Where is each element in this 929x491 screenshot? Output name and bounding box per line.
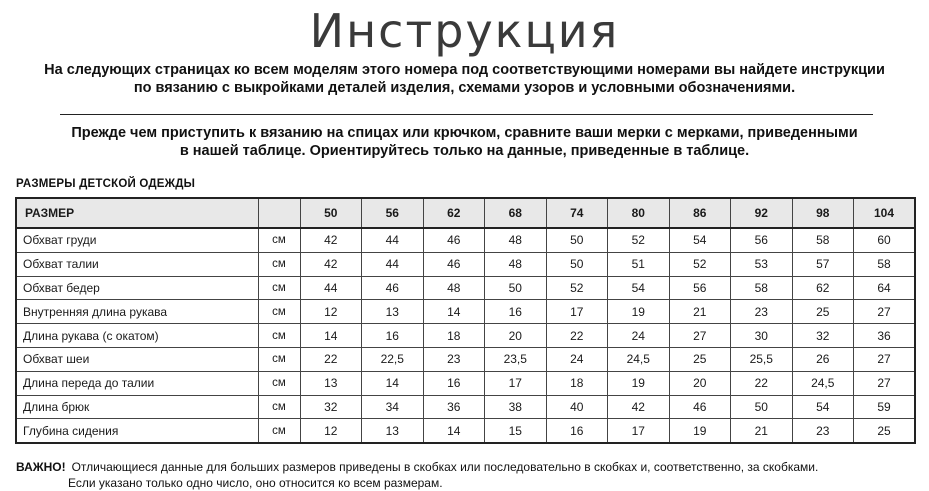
unit-cell: см — [258, 228, 300, 252]
value-cell: 58 — [731, 276, 793, 300]
value-cell: 58 — [792, 228, 854, 252]
value-cell: 25,5 — [731, 347, 793, 371]
value-cell: 50 — [485, 276, 547, 300]
measurement-name-cell: Длина брюк — [16, 395, 258, 419]
value-cell: 24,5 — [608, 347, 670, 371]
value-cell: 46 — [423, 228, 485, 252]
value-cell: 34 — [362, 395, 424, 419]
value-cell: 22 — [546, 324, 608, 348]
value-cell: 20 — [485, 324, 547, 348]
size-header-label: РАЗМЕР — [16, 198, 258, 228]
value-cell: 23 — [792, 419, 854, 443]
value-cell: 54 — [608, 276, 670, 300]
value-cell: 56 — [669, 276, 731, 300]
value-cell: 25 — [669, 347, 731, 371]
value-cell: 15 — [485, 419, 547, 443]
size-header-cell: 62 — [423, 198, 485, 228]
value-cell: 46 — [362, 276, 424, 300]
unit-cell: см — [258, 252, 300, 276]
intro-line-2: по вязанию с выкройками деталей изделия, схемами узоров и условными обозначениями. — [133, 80, 796, 96]
value-cell: 50 — [546, 252, 608, 276]
table-row — [16, 276, 915, 300]
value-cell: 53 — [731, 252, 793, 276]
value-cell: 21 — [731, 419, 793, 443]
value-cell: 22,5 — [362, 347, 424, 371]
value-cell: 42 — [300, 252, 362, 276]
important-note-line-1: Отличающиеся данные для больших размеров приведены в скобках или последовательно в скобках и, соответственно, за скобками. — [71, 460, 819, 474]
value-cell: 42 — [300, 228, 362, 252]
value-cell: 52 — [669, 252, 731, 276]
unit-cell: см — [258, 395, 300, 419]
value-cell: 24,5 — [792, 371, 854, 395]
value-cell: 14 — [300, 324, 362, 348]
unit-cell: см — [258, 276, 300, 300]
value-cell: 52 — [608, 228, 670, 252]
measurement-name-cell: Обхват груди — [16, 228, 258, 252]
table-row — [16, 228, 915, 252]
value-cell: 50 — [731, 395, 793, 419]
value-cell: 27 — [854, 347, 916, 371]
page-title: Инструкция — [309, 4, 620, 58]
value-cell: 46 — [423, 252, 485, 276]
table-row — [16, 347, 915, 371]
value-cell: 32 — [300, 395, 362, 419]
value-cell: 12 — [300, 300, 362, 324]
table-row — [16, 300, 915, 324]
measurement-name-cell: Длина рукава (с окатом) — [16, 324, 258, 348]
value-cell: 18 — [546, 371, 608, 395]
size-header-cell: 68 — [485, 198, 547, 228]
advice-line-1: Прежде чем приступить к вязанию на спицах или крючком, сравните ваши мерки с мерками, приведенными — [71, 125, 858, 141]
value-cell: 52 — [546, 276, 608, 300]
measurement-name-cell: Внутренняя длина рукава — [16, 300, 258, 324]
value-cell: 20 — [669, 371, 731, 395]
value-cell: 27 — [854, 300, 916, 324]
table-title: РАЗМЕРЫ ДЕТСКОЙ ОДЕЖДЫ — [16, 178, 196, 190]
size-header-cell: 104 — [854, 198, 916, 228]
important-note-line-2: Если указано только одно число, оно относится ко всем размерам. — [68, 476, 443, 490]
value-cell: 13 — [300, 371, 362, 395]
size-header-cell: 50 — [300, 198, 362, 228]
unit-header-cell — [258, 198, 300, 228]
size-header-cell: 92 — [731, 198, 793, 228]
intro-text — [10, 61, 919, 97]
measurement-name-cell: Обхват шеи — [16, 347, 258, 371]
value-cell: 27 — [669, 324, 731, 348]
value-cell: 44 — [300, 276, 362, 300]
value-cell: 50 — [546, 228, 608, 252]
value-cell: 32 — [792, 324, 854, 348]
value-cell: 17 — [546, 300, 608, 324]
value-cell: 44 — [362, 252, 424, 276]
value-cell: 16 — [485, 300, 547, 324]
value-cell: 19 — [608, 300, 670, 324]
divider — [60, 114, 873, 115]
value-cell: 22 — [731, 371, 793, 395]
measurement-name-cell: Обхват талии — [16, 252, 258, 276]
value-cell: 13 — [362, 419, 424, 443]
value-cell: 48 — [423, 276, 485, 300]
advice-text — [10, 124, 919, 160]
value-cell: 19 — [669, 419, 731, 443]
value-cell: 25 — [854, 419, 916, 443]
value-cell: 14 — [423, 419, 485, 443]
value-cell: 14 — [362, 371, 424, 395]
value-cell: 40 — [546, 395, 608, 419]
table-row — [16, 419, 915, 443]
important-label: ВАЖНО! — [16, 460, 66, 474]
value-cell: 19 — [608, 371, 670, 395]
value-cell: 24 — [546, 347, 608, 371]
value-cell: 17 — [485, 371, 547, 395]
value-cell: 59 — [854, 395, 916, 419]
unit-cell: см — [258, 324, 300, 348]
measurement-name-cell: Длина переда до талии — [16, 371, 258, 395]
table-header-row — [16, 198, 915, 228]
value-cell: 60 — [854, 228, 916, 252]
value-cell: 64 — [854, 276, 916, 300]
value-cell: 17 — [608, 419, 670, 443]
value-cell: 21 — [669, 300, 731, 324]
value-cell: 48 — [485, 252, 547, 276]
value-cell: 25 — [792, 300, 854, 324]
value-cell: 23 — [731, 300, 793, 324]
table-row — [16, 395, 915, 419]
size-header-cell: 56 — [362, 198, 424, 228]
value-cell: 16 — [423, 371, 485, 395]
measurement-name-cell: Глубина сидения — [16, 419, 258, 443]
value-cell: 51 — [608, 252, 670, 276]
unit-cell: см — [258, 300, 300, 324]
value-cell: 48 — [485, 228, 547, 252]
size-header-cell: 86 — [669, 198, 731, 228]
unit-cell: см — [258, 419, 300, 443]
value-cell: 38 — [485, 395, 547, 419]
size-header-cell: 98 — [792, 198, 854, 228]
table-row — [16, 324, 915, 348]
value-cell: 54 — [792, 395, 854, 419]
value-cell: 36 — [854, 324, 916, 348]
advice-line-2: в нашей таблице. Ориентируйтесь только на данные, приведенные в таблице. — [179, 143, 750, 159]
value-cell: 46 — [669, 395, 731, 419]
value-cell: 27 — [854, 371, 916, 395]
size-header-cell: 80 — [608, 198, 670, 228]
value-cell: 12 — [300, 419, 362, 443]
value-cell: 44 — [362, 228, 424, 252]
value-cell: 18 — [423, 324, 485, 348]
table-row — [16, 371, 915, 395]
value-cell: 14 — [423, 300, 485, 324]
value-cell: 24 — [608, 324, 670, 348]
value-cell: 23,5 — [485, 347, 547, 371]
value-cell: 22 — [300, 347, 362, 371]
unit-cell: см — [258, 371, 300, 395]
value-cell: 16 — [362, 324, 424, 348]
value-cell: 57 — [792, 252, 854, 276]
value-cell: 54 — [669, 228, 731, 252]
value-cell: 36 — [423, 395, 485, 419]
value-cell: 58 — [854, 252, 916, 276]
value-cell: 62 — [792, 276, 854, 300]
value-cell: 13 — [362, 300, 424, 324]
unit-cell: см — [258, 347, 300, 371]
table-row — [16, 252, 915, 276]
size-table — [15, 197, 916, 444]
important-note — [16, 459, 818, 475]
value-cell: 23 — [423, 347, 485, 371]
value-cell: 42 — [608, 395, 670, 419]
value-cell: 26 — [792, 347, 854, 371]
intro-line-1: На следующих страницах ко всем моделям этого номера под соответствующими номерами вы найдете инструкции — [44, 62, 885, 78]
size-header-cell: 74 — [546, 198, 608, 228]
value-cell: 56 — [731, 228, 793, 252]
value-cell: 30 — [731, 324, 793, 348]
value-cell: 16 — [546, 419, 608, 443]
measurement-name-cell: Обхват бедер — [16, 276, 258, 300]
